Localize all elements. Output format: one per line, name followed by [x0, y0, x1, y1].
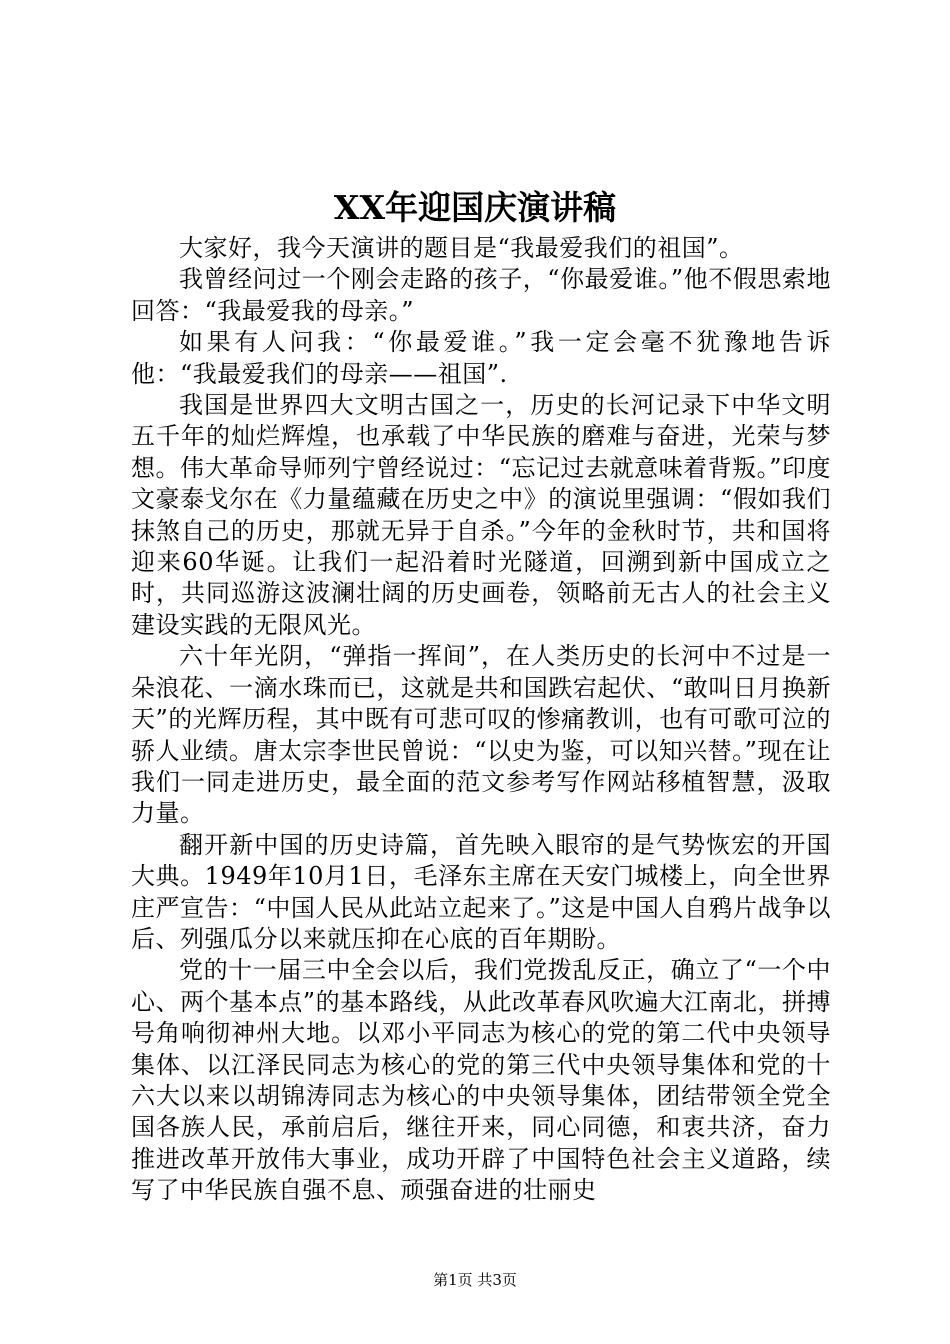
document-title: XX年迎国庆演讲稿 [333, 188, 617, 227]
paragraph: 六十年光阴，“弹指一挥间”，在人类历史的长河中不过是一朵浪花、一滴水珠而已，这就是共和国跌宕起伏、“敢叫日月换新天”的光辉历程，其中既有可悲可叹的惨痛教训，也有可歌可泣的骄人业绩。唐太宗李世民曾说：“以史为鉴，可以知兴替。”现在让我们一同走进历史，最全面的范文参考写作网站移植智慧，汲取力量。 [131, 642, 831, 828]
paragraph: 我曾经问过一个刚会走路的孩子，“你最爱谁。”他不假思索地回答：“我最爱我的母亲。” [131, 265, 831, 325]
paragraph: 如果有人问我：“你最爱谁。”我一定会毫不犹豫地告诉他：“我最爱我们的母亲——祖国”. [131, 328, 831, 388]
document-body [131, 233, 831, 1207]
paragraph: 大家好，我今天演讲的题目是“我最爱我们的祖国”。 [179, 234, 744, 262]
paragraph: 党的十一届三中全会以后，我们党拨乱反正，确立了“一个中心、两个基本点”的基本路线，从此改革春风吹遍大江南北，拼搏号角响彻神州大地。以邓小平同志为核心的党的第二代中央领导集体、以江泽民同志为核心的党的第三代中央领导集体和党的十六大以来以胡锦涛同志为核心的中央领导集体，团结带领全党全国各族人民，承前启后，继往开来，同心同德，和衷共济，奋力推进改革开放伟大事业，成功开辟了中国特色社会主义道路，续写了中华民族自强不息、顽强奋进的壮丽史 [131, 956, 831, 1205]
paragraph: 我国是世界四大文明古国之一，历史的长河记录下中华文明五千年的灿烂辉煌，也承载了中华民族的磨难与奋进，光荣与梦想。伟大革命导师列宁曾经说过：“忘记过去就意味着背叛。”印度文豪泰戈尔在《力量蕴藏在历史之中》的演说里强调：“假如我们抹煞自己的历史，那就无异于自杀。”今年的金秋时节，共和国将迎来60华诞。让我们一起沿着时光隧道，回溯到新中国成立之时，共同巡游这波澜壮阔的历史画卷，领略前无古人的社会主义建设实践的无限风光。 [131, 391, 831, 639]
paragraph: 翻开新中国的历史诗篇，首先映入眼帘的是气势恢宏的开国大典。1949年10月1日，毛泽东主席在天安门城楼上，向全世界庄严宣告：“中国人民从此站立起来了。”这是中国人自鸦片战争以后、列强瓜分以来就压抑在心底的百年期盼。 [131, 830, 831, 953]
page-footer: 第1页 共3页 [433, 1271, 517, 1289]
